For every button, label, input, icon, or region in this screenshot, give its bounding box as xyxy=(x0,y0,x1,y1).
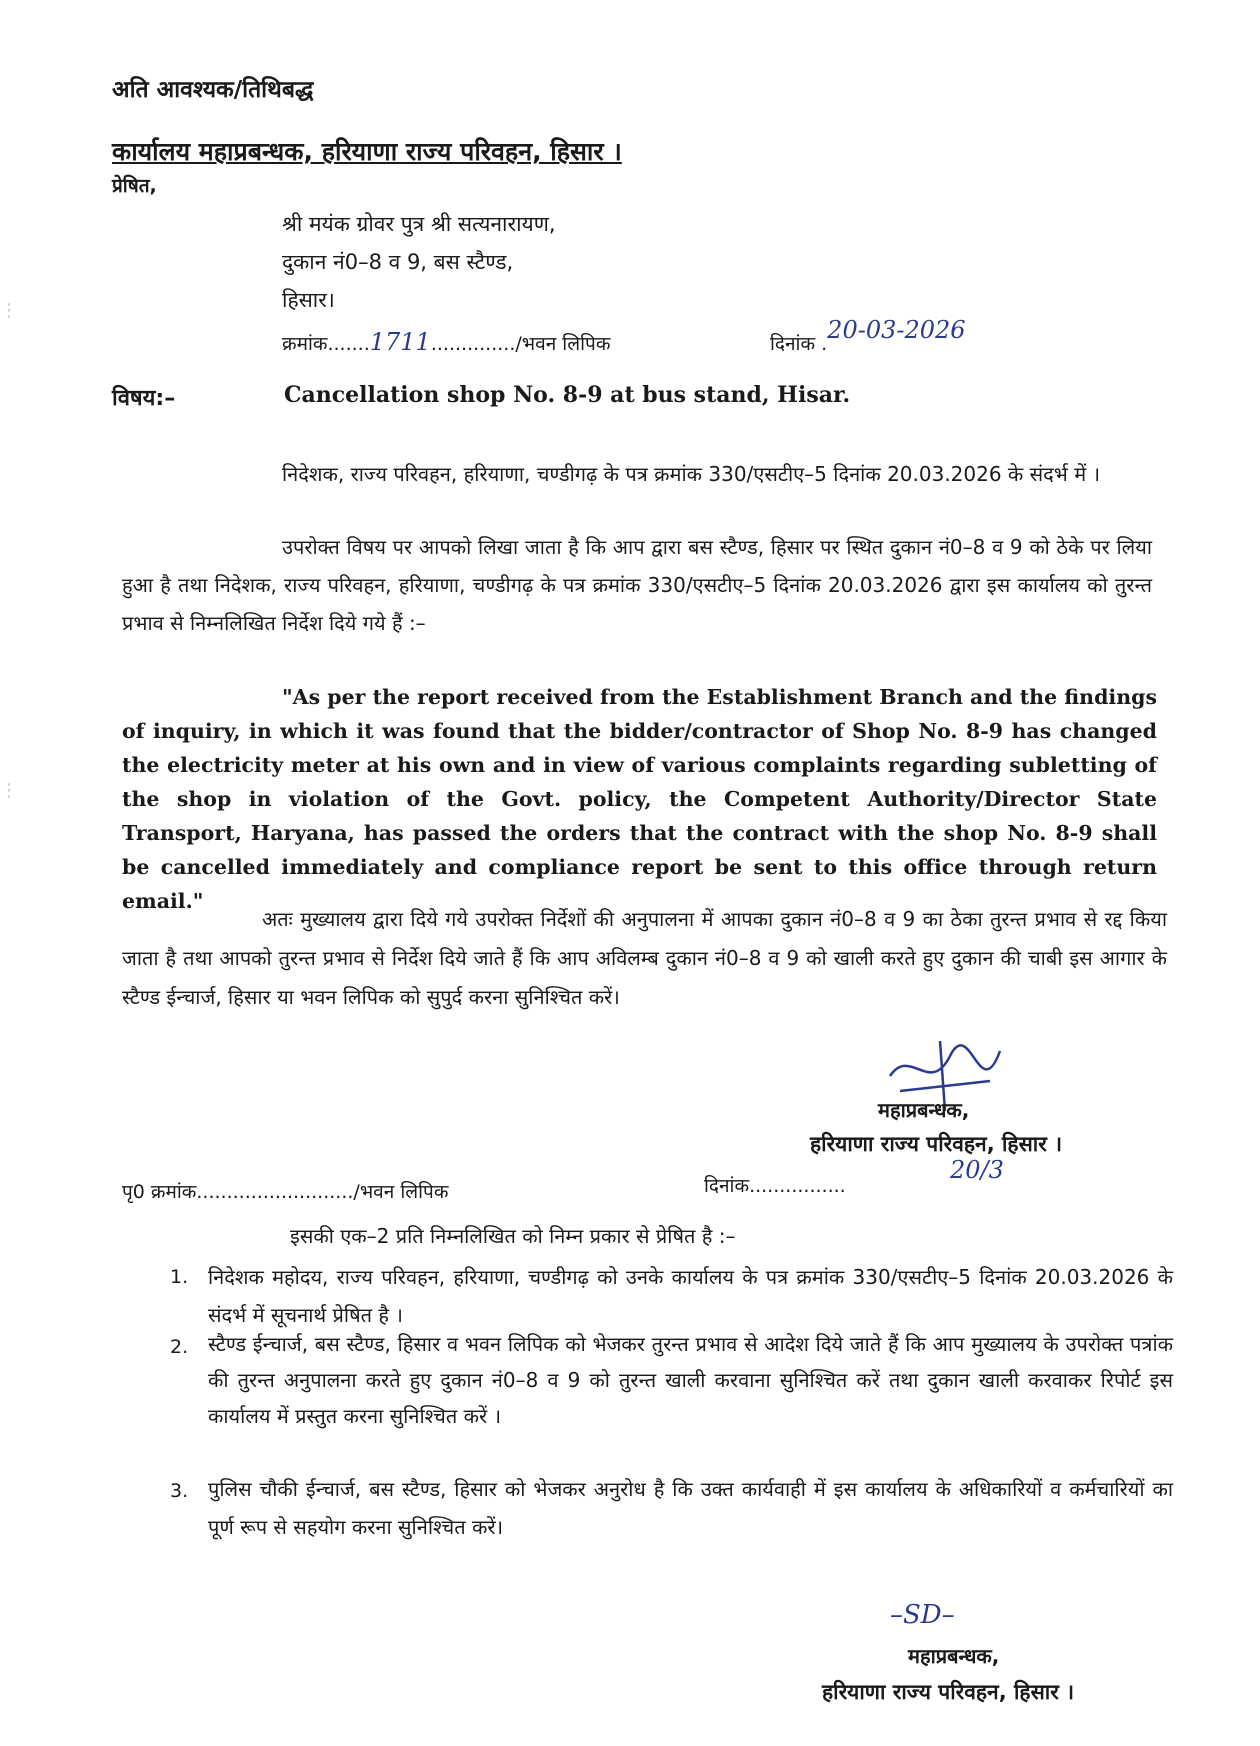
urgency-line: अति आवश्यक/तिथिबद्ध xyxy=(112,77,314,103)
copy-item: पुलिस चौकी ईन्चार्ज, बस स्टैण्ड, हिसार को भेजकर अनुरोध है कि उक्त कार्यवाही में इस कार्यालय के अधिकारियों व कर्मचारियों का पूर्ण रूप से सहयोग करना सुनिश्चित करें। xyxy=(208,1477,1173,1539)
reference-number: क्रमांक.......1711............../भवन लिपिक xyxy=(282,328,611,356)
bleed-through-artifact: ⋮ xyxy=(0,780,18,801)
kramank-suffix: /भवन लिपिक xyxy=(515,333,611,355)
dinank-label: दिनांक xyxy=(770,333,816,355)
handwritten-date: 20/3 xyxy=(950,1156,1004,1184)
sent-to-label: प्रेषित, xyxy=(112,175,157,197)
endorsement-date: दिनांक................ xyxy=(704,1175,846,1197)
addressee-line-3: हिसार। xyxy=(282,288,335,312)
dinank-value: 20-03-2026 xyxy=(827,316,966,344)
bleed-through-artifact: ⋮ xyxy=(0,300,18,321)
signatory2-designation: महाप्रबन्धक, xyxy=(908,1644,1000,1668)
sd-mark: –SD– xyxy=(890,1600,955,1630)
kramank-value: 1711 xyxy=(369,328,431,356)
subject-text: Cancellation shop No. 8-9 at bus stand, Hisar. xyxy=(284,382,851,408)
addressee-line-2: दुकान नं0–8 व 9, बस स्टैण्ड, xyxy=(282,250,514,274)
kramank-label: क्रमांक xyxy=(282,333,328,355)
signatory-designation: महाप्रबन्धक, xyxy=(878,1098,970,1122)
list-number: 1. xyxy=(170,1266,189,1288)
copy-item: स्टैण्ड ईन्चार्ज, बस स्टैण्ड, हिसार व भवन लिपिक को भेजकर तुरन्त प्रभाव से आदेश दिये जाते हैं कि आप मुख्यालय के उपरोक्त पत्रांक की तुरन्त अनुपालना करते हुए दुकान नं0–8 व 9 को तुरन्त खाली करवाना सुनिश्चित करें तथा दुकान खाली करवाकर रिपोर्ट इस कार्यालय में प्रस्तुत करना सुनिश्चित करें । xyxy=(208,1332,1173,1428)
office-heading: कार्यालय महाप्रबन्धक, हरियाणा राज्य परिवहन, हिसार । xyxy=(112,137,622,166)
subject-label: विषय:– xyxy=(112,386,176,411)
body-paragraph-reference: निदेशक, राज्य परिवहन, हरियाणा, चण्डीगढ़ के पत्र क्रमांक 330/एसटीए–5 दिनांक 20.03.2026 के संदर्भ में । xyxy=(282,462,1101,486)
addressee-line-1: श्री मयंक ग्रोवर पुत्र श्री सत्यनारायण, xyxy=(282,212,556,236)
quoted-order: "As per the report received from the Establishment Branch and the findings of inquiry, in which it was found that the bidder/contractor of Shop No. 8-9 has changed the electricity meter at his own and in view of various complaints regarding subletting of the shop in violation of the Govt. policy, the Competent Authority/Director State Transport, Haryana, has passed the orders that the contract with the shop No. 8-9 shall be cancelled immediately and compliance report be sent to this office through return email." xyxy=(122,685,1157,913)
list-number: 3. xyxy=(170,1480,189,1502)
list-number: 2. xyxy=(170,1336,189,1358)
endorsement-number: पृ0 क्रमांक........................../भवन लिपिक xyxy=(122,1181,449,1203)
copy-forwarded-intro: इसकी एक–2 प्रति निम्नलिखित को निम्न प्रकार से प्रेषित है :– xyxy=(290,1224,736,1248)
copy-item: निदेशक महोदय, राज्य परिवहन, हरियाणा, चण्डीगढ़ को उनके कार्यालय के पत्र क्रमांक 330/एसटीए–5 दिनांक 20.03.2026 के संदर्भ में सूचनार्थ प्रेषित है । xyxy=(208,1265,1173,1327)
body-paragraph-cancellation: अतः मुख्यालय द्वारा दिये गये उपरोक्त निर्देशों की अनुपालना में आपका दुकान नं0–8 व 9 का ठेका तुरन्त प्रभाव से रद्द किया जाता है तथा आपको तुरन्त प्रभाव से निर्देश दिये जाते हैं कि आप अविलम्ब दुकान नं0–8 व 9 को खाली करते हुए दुकान की चाबी इस आगार के स्टैण्ड ईन्चार्ज, हिसार या भवन लिपिक को सुपुर्द करना सुनिश्चित करें। xyxy=(122,907,1167,1009)
reference-date: दिनांक .20-03-2026 xyxy=(770,316,966,355)
signatory-office: हरियाणा राज्य परिवहन, हिसार । xyxy=(810,1132,1063,1156)
body-paragraph-instructions: उपरोक्त विषय पर आपको लिखा जाता है कि आप द्वारा बस स्टैण्ड, हिसार पर स्थित दुकान नं0–8 व 9 को ठेके पर लिया हुआ है तथा निदेशक, राज्य परिवहन, हरियाणा, चण्डीगढ़ के पत्र क्रमांक 330/एसटीए–5 दिनांक 20.03.2026 द्वारा इस कार्यालय को तुरन्त प्रभाव से निम्नलिखित निर्देश दिये गये हैं :– xyxy=(122,535,1152,635)
signatory2-office: हरियाणा राज्य परिवहन, हिसार । xyxy=(822,1680,1075,1704)
